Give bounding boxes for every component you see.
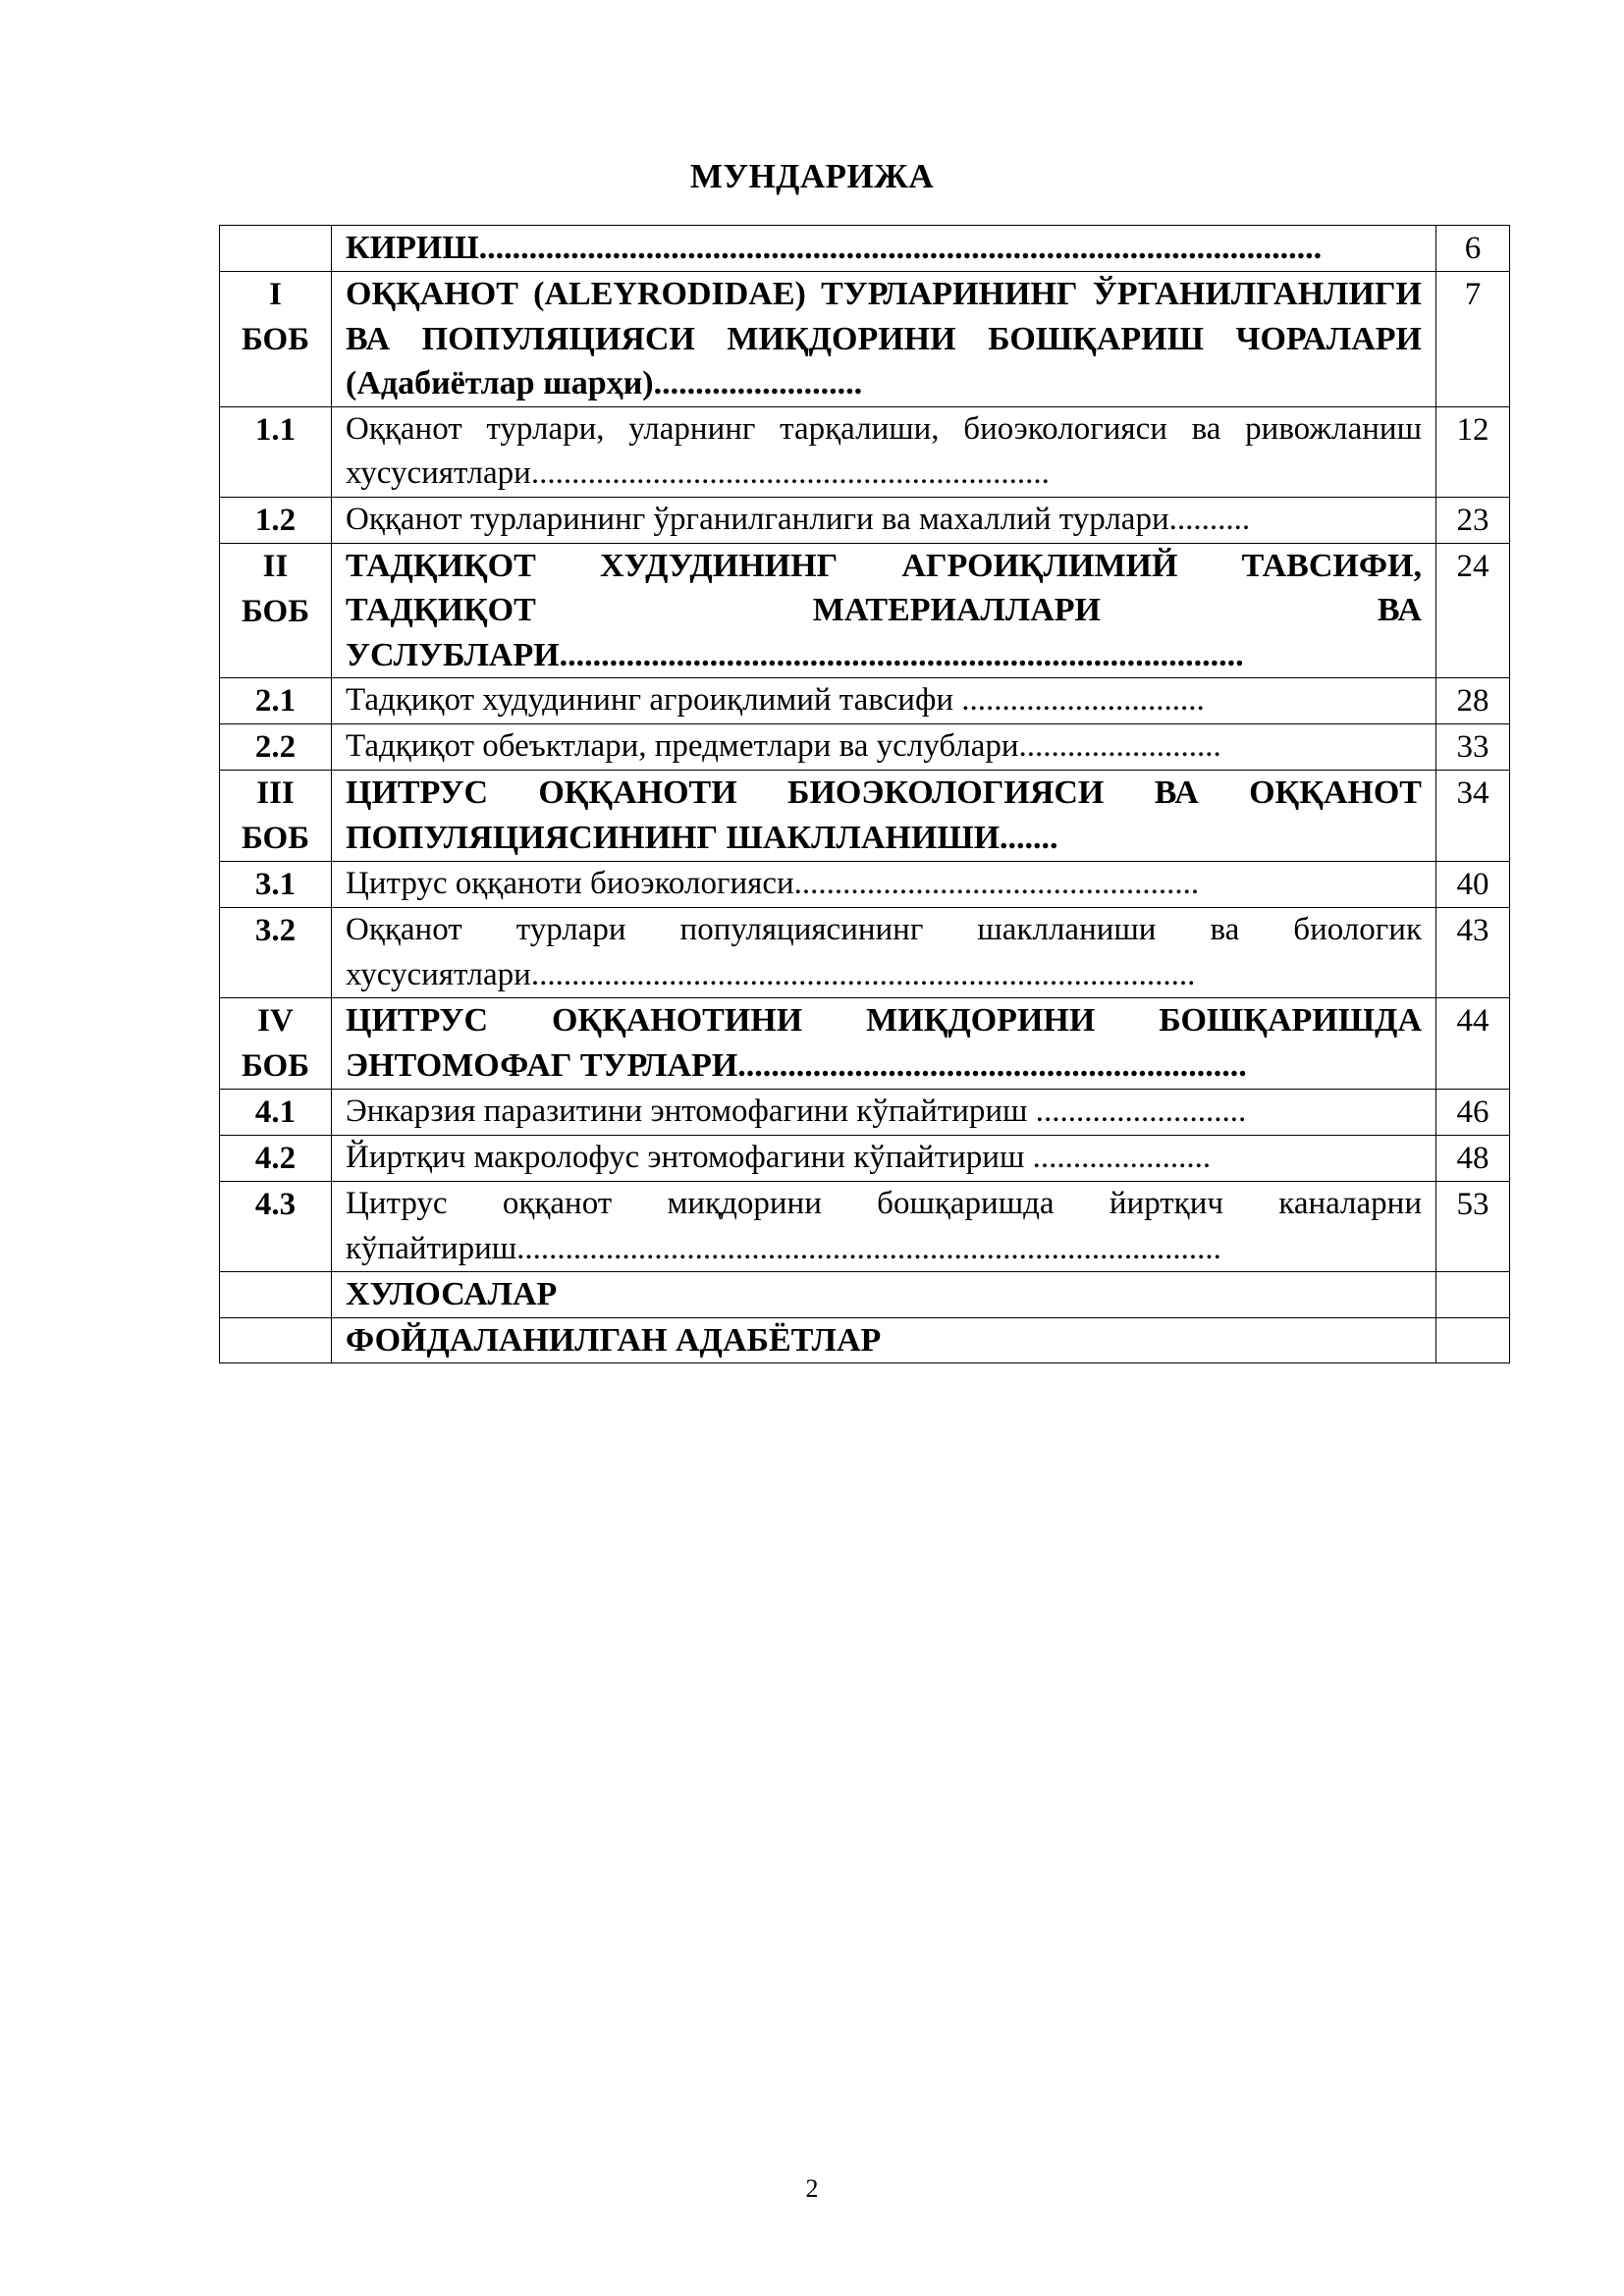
- toc-number: [220, 497, 332, 543]
- toc-page: 28: [1436, 678, 1510, 724]
- toc-number-main: II: [262, 548, 289, 584]
- page-title: МУНДАРИЖА: [689, 157, 935, 195]
- toc-number: [220, 226, 332, 272]
- toc-title: Тадқиқот худудининг агроиқлимий тавсифи ..............................: [332, 678, 1436, 724]
- toc-row: [220, 998, 1510, 1090]
- toc-number: [220, 678, 332, 724]
- toc-number-main: I: [269, 277, 282, 312]
- toc-page: 23: [1436, 497, 1510, 543]
- toc-number-label: БОБ: [241, 821, 310, 856]
- toc-row: [220, 862, 1510, 908]
- toc-number-main: 1.2: [254, 502, 297, 538]
- toc-title: Йиртқич макролофус энтомофагини кўпайтириш ......................: [332, 1136, 1436, 1182]
- toc-page: 43: [1436, 908, 1510, 998]
- toc-number: [220, 1182, 332, 1272]
- toc-number-main: 3.1: [254, 867, 297, 902]
- toc-number-main: III: [256, 775, 295, 811]
- toc-title: ХУЛОСАЛАР: [332, 1272, 1436, 1318]
- toc-title: Энкарзия паразитини энтомофагини кўпайтириш ..........................: [332, 1090, 1436, 1136]
- toc-row: [220, 771, 1510, 862]
- toc-title: ЦИТРУС ОҚҚАНОТИ БИОЭКОЛОГИЯСИ ВА ОҚҚАНОТ ПОПУЛЯЦИЯСИНИНГ ШАКЛЛАНИШИ.......: [332, 771, 1436, 862]
- toc-number: [220, 724, 332, 771]
- toc-number-label: БОБ: [241, 322, 310, 357]
- toc-number-main: 2.2: [254, 729, 297, 765]
- toc-number-main: 2.1: [254, 683, 297, 719]
- toc-title: Цитрус оққаноти биоэкологияси..................................................: [332, 862, 1436, 908]
- toc-number: [220, 543, 332, 678]
- toc-number-main: 4.2: [254, 1141, 297, 1176]
- toc-number: [220, 1090, 332, 1136]
- toc-title: ФОЙДАЛАНИЛГАН АДАБЁТЛАР: [332, 1317, 1436, 1363]
- toc-number-main: 4.3: [254, 1187, 297, 1222]
- toc-row: [220, 406, 1510, 497]
- toc-number-label: БОБ: [241, 593, 310, 629]
- toc-number-main: 1.1: [254, 411, 297, 448]
- toc-title: Цитрус оққанот миқдорини бошқаришда йиртқич каналарни кўпайтириш.......................................................................................: [332, 1182, 1436, 1272]
- toc-page: [1436, 1272, 1510, 1318]
- toc-row: [220, 908, 1510, 998]
- toc-number-label: БОБ: [241, 1048, 310, 1084]
- toc-number-main: 4.1: [254, 1095, 297, 1130]
- toc-row: [220, 1272, 1510, 1318]
- toc-number: [220, 862, 332, 908]
- toc-number: [220, 908, 332, 998]
- table-of-contents: [219, 225, 1510, 1363]
- toc-number: [220, 1272, 332, 1318]
- toc-page: [1436, 1317, 1510, 1363]
- toc-number-main: 3.2: [254, 913, 297, 948]
- toc-page: 48: [1436, 1136, 1510, 1182]
- toc-page: 40: [1436, 862, 1510, 908]
- toc-page: 34: [1436, 771, 1510, 862]
- toc-row: [220, 1090, 1510, 1136]
- toc-page: 12: [1436, 406, 1510, 497]
- toc-title: Оққанот турлари популяциясининг шаклланиши ва биологик хусусиятлари..................................................................................: [332, 908, 1436, 998]
- toc-row: [220, 1136, 1510, 1182]
- toc-number: [220, 998, 332, 1090]
- toc-page: 24: [1436, 543, 1510, 678]
- toc-title: Тадқиқот обеъктлари, предметлари ва услублари.........................: [332, 724, 1436, 771]
- toc-title: Оққанот турлари, уларнинг тарқалиши, биоэкологияси ва ривожланиш хусусиятлари................................................................: [332, 406, 1436, 497]
- toc-body: [220, 226, 1510, 1363]
- toc-page: 6: [1436, 226, 1510, 272]
- toc-title: КИРИШ.....................................................................................................: [332, 226, 1436, 272]
- toc-number: [220, 1136, 332, 1182]
- toc-page: 33: [1436, 724, 1510, 771]
- toc-number: [220, 1317, 332, 1363]
- toc-number: [220, 406, 332, 497]
- toc-row: [220, 543, 1510, 678]
- toc-row: [220, 497, 1510, 543]
- toc-page: 44: [1436, 998, 1510, 1090]
- page-number: 2: [805, 2174, 819, 2203]
- toc-title: ОҚҚАНОТ (ALEYRODIDAE) ТУРЛАРИНИНГ ЎРГАНИЛГАНЛИГИ ВА ПОПУЛЯЦИЯСИ МИҚДОРИНИ БОШҚАРИШ ЧОРАЛАРИ (Адабиётлар шарҳи).........................: [332, 272, 1436, 407]
- toc-title: ЦИТРУС ОҚҚАНОТИНИ МИҚДОРИНИ БОШҚАРИШДА ЭНТОМОФАГ ТУРЛАРИ.............................................................: [332, 998, 1436, 1090]
- toc-number: [220, 272, 332, 407]
- toc-title: Оққанот турларининг ўрганилганлиги ва махаллий турлари..........: [332, 497, 1436, 543]
- toc-row: [220, 1317, 1510, 1363]
- toc-row: [220, 272, 1510, 407]
- toc-number: [220, 771, 332, 862]
- toc-row: [220, 226, 1510, 272]
- toc-row: [220, 1182, 1510, 1272]
- toc-row: [220, 724, 1510, 771]
- toc-page: 7: [1436, 272, 1510, 407]
- toc-number-main: IV: [257, 1003, 294, 1039]
- toc-page: 53: [1436, 1182, 1510, 1272]
- toc-title: ТАДҚИҚОТ ХУДУДИНИНГ АГРОИҚЛИМИЙ ТАВСИФИ, ТАДҚИҚОТ МАТЕРИАЛЛАРИ ВА УСЛУБЛАРИ..................................................................................: [332, 543, 1436, 678]
- toc-page: 46: [1436, 1090, 1510, 1136]
- toc-row: [220, 678, 1510, 724]
